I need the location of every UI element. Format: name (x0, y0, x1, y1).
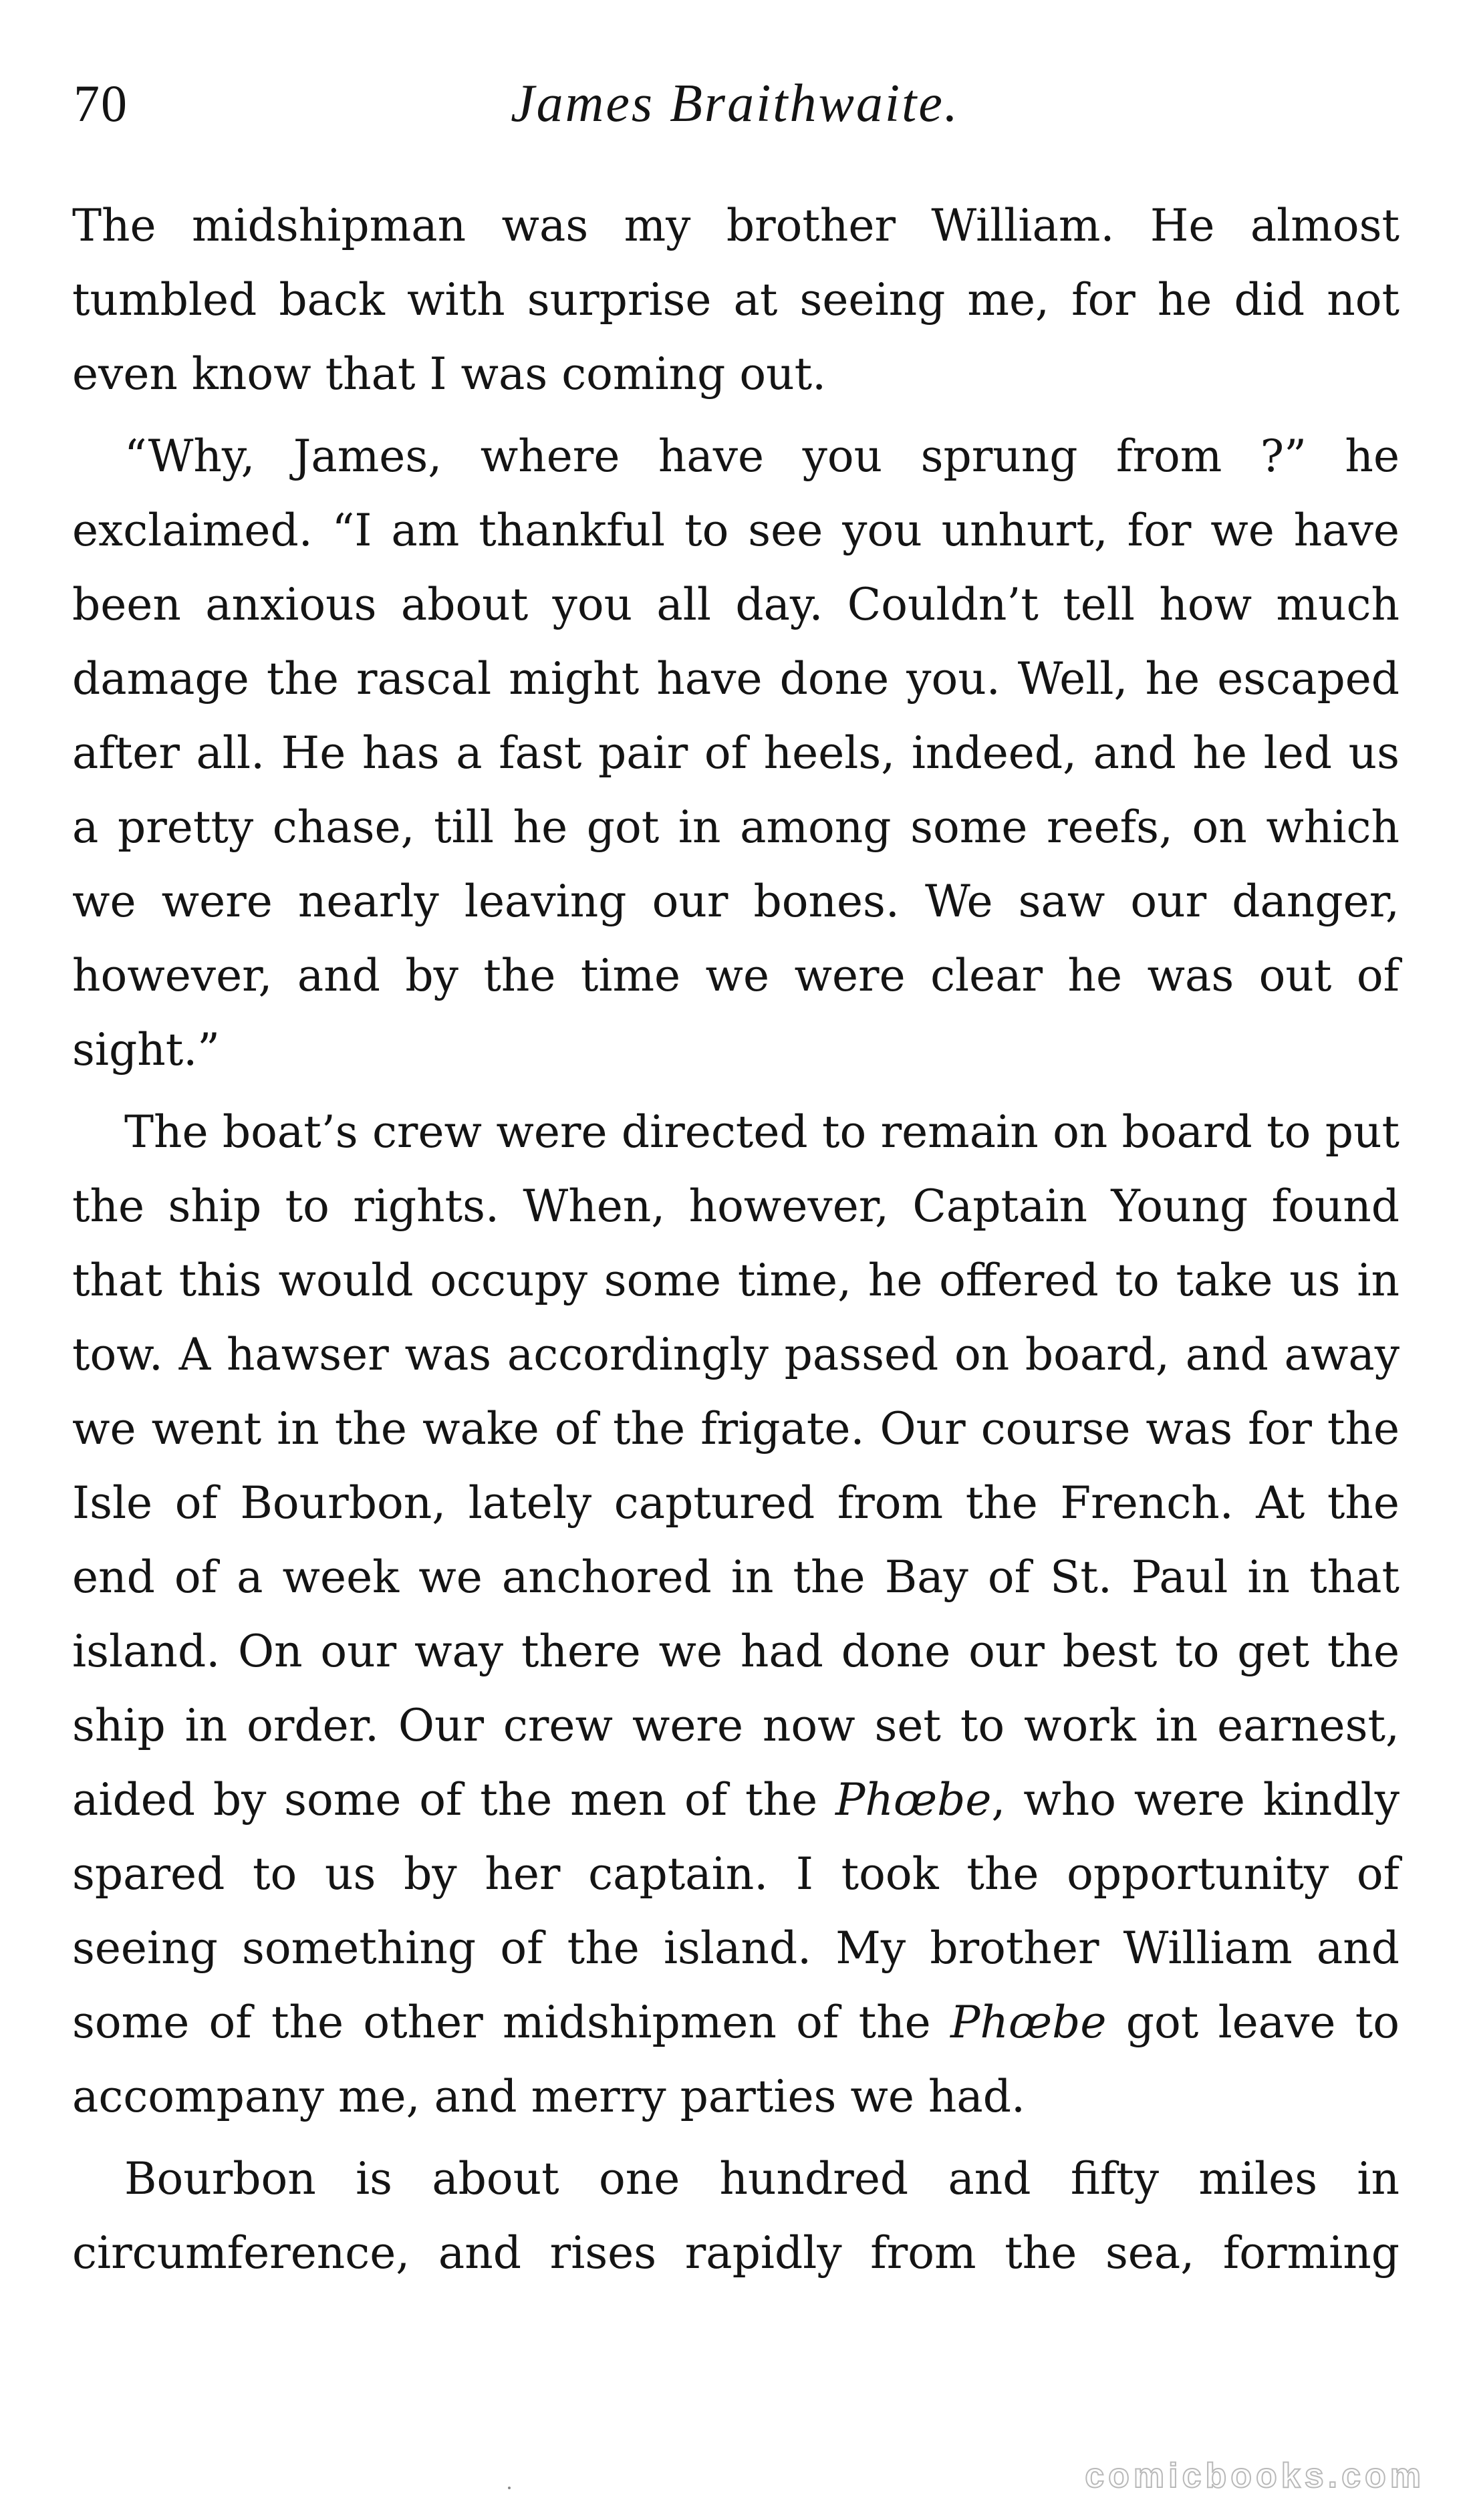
ship-name: Phœbe (950, 1997, 1107, 2048)
print-speck (508, 2487, 511, 2489)
running-title: James Braithwaite. (511, 74, 960, 133)
paragraph: The midshipman was my brother William. He almost tumbled back with surprise at seeing me, for he did not even know that I was coming out. (72, 200, 1400, 400)
ship-name: Phœbe (835, 1774, 992, 1825)
paragraph: “Why, James, where have you sprung from ?” he exclaimed. “I am thankful to see you unhurt, for we have been anxious about you all day. Couldn’t tell how much damage the rascal might have done you. Well, he escaped after all. He has a fast pair of heels, indeed, and he led us a pretty chase, till he got in among some reefs, on which we were nearly leaving our bones. We saw our danger, however, and by the time we were clear he was out of sight.” (72, 430, 1400, 1076)
paragraph: The boat’s crew were directed to remain on board to put the ship to rights. When, however, Captain Young found that this would occupy some time, he offered to take us in tow. A hawser was accordingly passed on board, and away we went in the wake of the frigate. Our course was for the Isle of Bourbon, lately captured from the French. At the end of a week we anchored in the Bay of St. Paul in that island. On our way there we had done our best to get the ship in order. Our crew were now set to work in earnest, aided by some of the men of the Phœbe, who were kindly spared to us by her captain. I took the opportunity of seeing something of the island. My brother William and some of the other midshipmen of the Phœbe got leave to accompany me, and merry parties we had. (72, 1106, 1400, 2122)
watermark-logo: comicbooks.com (1085, 2456, 1425, 2495)
running-head (74, 60, 1397, 147)
body-text (72, 188, 1400, 2298)
page-number: 70 (74, 74, 128, 132)
paragraph: Bourbon is about one hundred and fifty miles in circumference, and rises rapidly from the sea, forming (72, 2153, 1400, 2279)
